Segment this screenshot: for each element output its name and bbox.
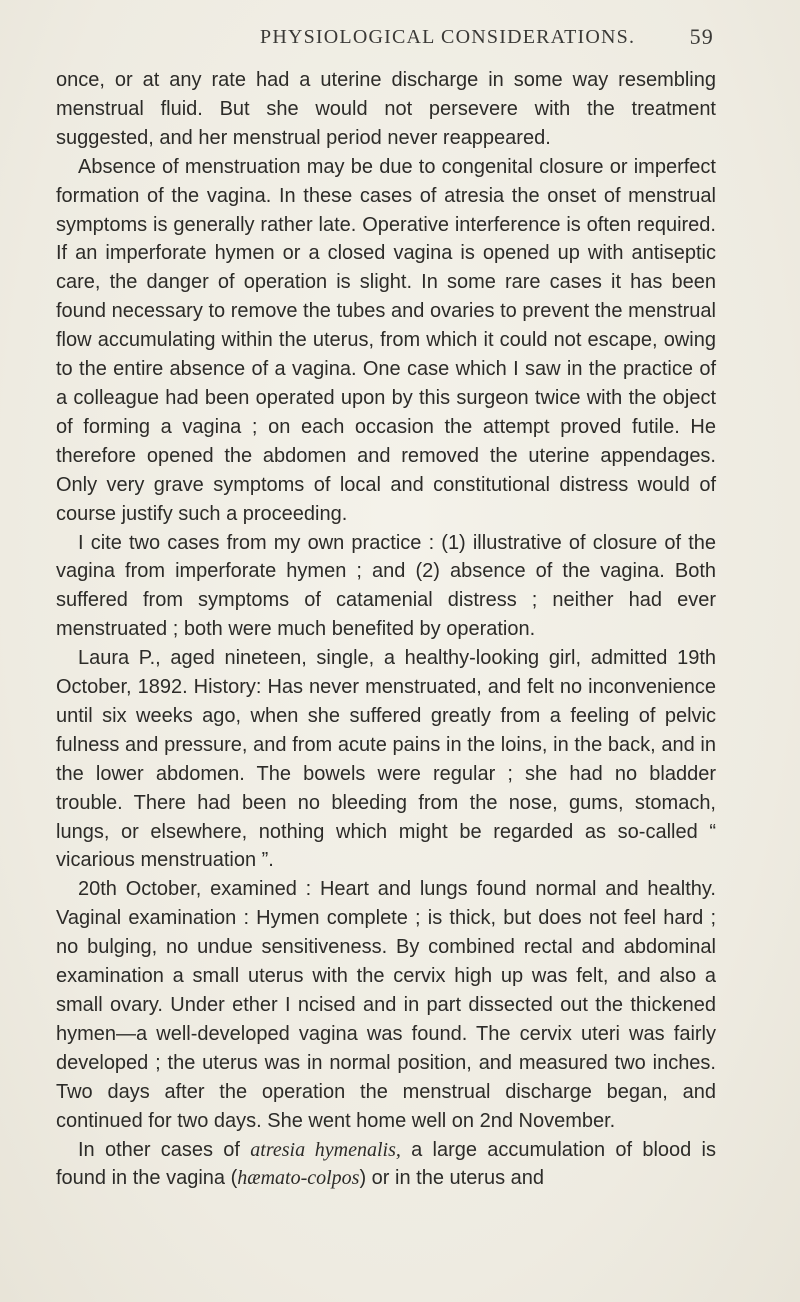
paragraph-text: In other cases of xyxy=(78,1138,251,1161)
running-head: PHYSIOLOGICAL CONSIDERATIONS. xyxy=(260,26,636,48)
paragraph xyxy=(56,1136,716,1194)
page-header xyxy=(100,22,714,54)
italic-term: atresia hymenalis, xyxy=(250,1138,401,1161)
italic-term: hæmato-colpos xyxy=(237,1167,360,1190)
paragraph: once, or at any rate had a uterine discharge in some way resembling menstrual fluid. But she would not persevere with the treatment suggested, and her menstrual period never reappeared. xyxy=(56,69,716,149)
paragraph: Absence of menstruation may be due to congenital closure or imperfect formation of the vagina. In these cases of atresia the onset of menstrual symptoms is generally rather late. Operative interference is often required. If an imperforate hymen or a closed vagina is opened up with antiseptic care, the danger of operation is slight. In some rare cases it has been found necessary to remove the tubes and ovaries to prevent the menstrual flow accumulating within the uterus, from which it could not escape, owing to the entire absence of a vagina. One case which I saw in the practice of a colleague had been operated upon by this surgeon twice with the object of forming a vagina ; on each occasion the attempt proved futile. He therefore opened the abdomen and removed the uterine appendages. Only very grave symptoms of local and constitutional distress would of course justify such a proceeding. xyxy=(56,155,716,525)
paragraph-text: ) or in the uterus and xyxy=(359,1167,545,1190)
paragraph: I cite two cases from my own practice : (1) illustrative of closure of the vagina from imperforate hymen ; and (2) absence of the vagina. Both suffered from symptoms of catamenial distress ; neither had ever menstruated ; both were much benefited by operation. xyxy=(56,531,716,641)
paragraph: 20th October, examined : Heart and lungs found normal and healthy. Vaginal examination : Hymen complete ; is thick, but does not feel hard ; no bulging, no undue sensitiveness. By combined rectal and abdominal examination a small uterus with the cervix high up was felt, and also a small ovary. Under ether I ncised and in part dissected out the thickened hymen—a well-developed vagina was found. The cervix uteri was fairly developed ; the uterus was in normal position, and measured two inches. Two days after the operation the menstrual discharge began, and continued for two days. She went home well on 2nd November. xyxy=(56,878,716,1132)
body-text xyxy=(56,66,716,1193)
page-number: 59 xyxy=(689,24,714,49)
paragraph: Laura P., aged nineteen, single, a healthy-looking girl, admitted 19th October, 1892. History: Has never menstruated, and felt no inconvenience until six weeks ago, when she suffered greatly from a feeling of pelvic fulness and pressure, and from acute pains in the loins, in the back, and in the lower abdomen. The bowels were regular ; she had no bladder trouble. There had been no bleeding from the nose, gums, stomach, lungs, or elsewhere, nothing which might be regarded as so-called “ vicarious menstruation ”. xyxy=(56,647,716,872)
paragraph-text: a large accumulation of blood is found in the vagina ( xyxy=(56,1138,716,1190)
